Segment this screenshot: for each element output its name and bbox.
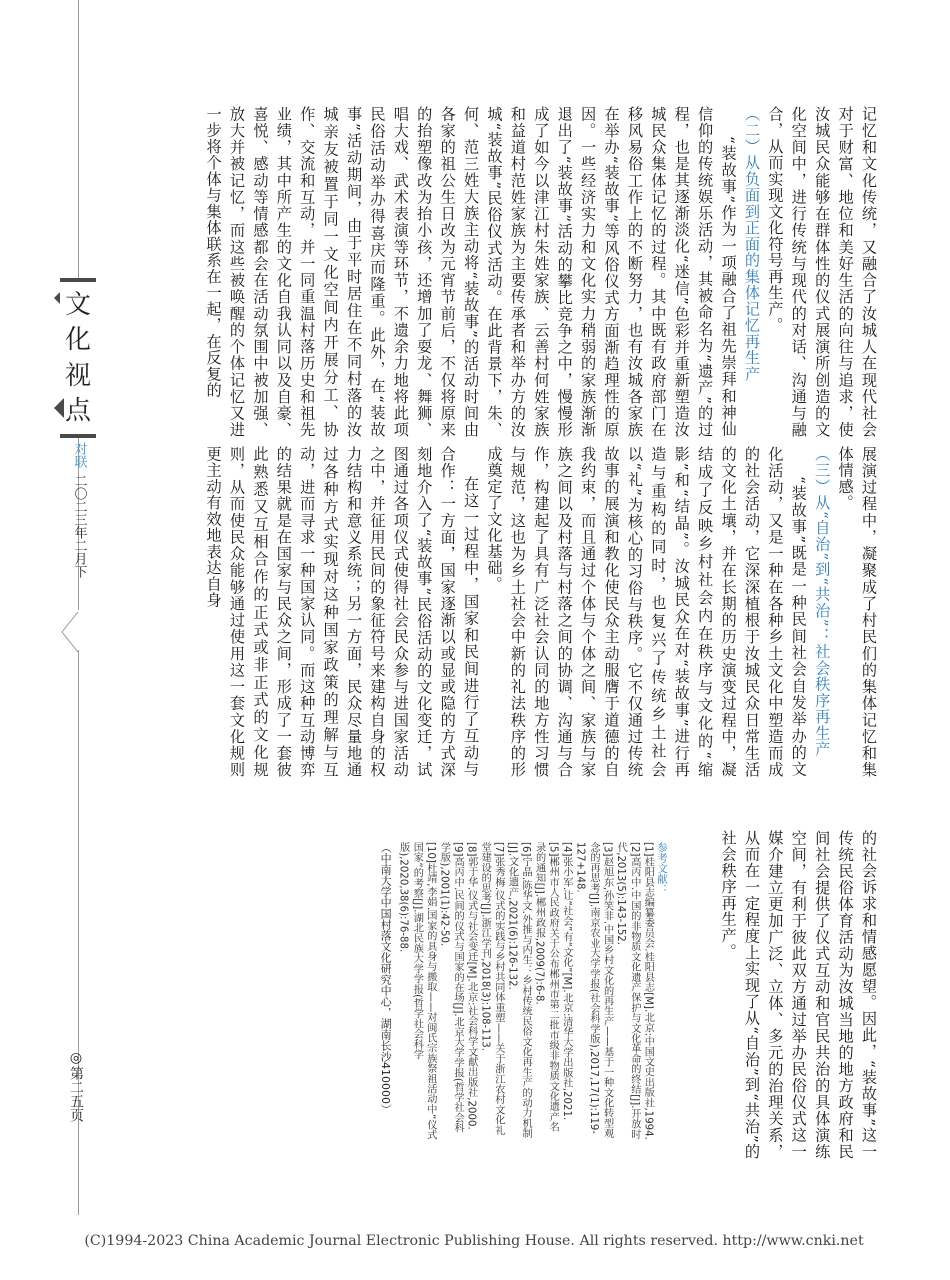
- references-title: 参考文献：: [656, 842, 668, 895]
- section-title: [60, 278, 96, 438]
- lower-left-text: [680, 830, 880, 1160]
- reference-item: [7]张秀梅.仪式的实践与乡村共同体重塑——关于浙江农村文化礼堂建设的思考[J].浙江学刊,2018(3):108-113.: [479, 842, 504, 1136]
- issue-info: [70, 442, 88, 578]
- margin-rule-bottom: [78, 650, 79, 1215]
- reference-item: [3]赵旭东,孙笑非.中国乡村文化的再生产——基于一种文化转型观念的再思考[J].南京农业大学学报(社会科学版),2017,17(1):119-127+148.: [574, 842, 613, 1139]
- section-char-3: 视: [64, 360, 91, 391]
- reference-item: [8]郭于华.仪式与社会变迁[M].北京:社会科学文献出版社,2000.: [465, 842, 477, 1130]
- upper-text-block: [118, 106, 880, 438]
- section-char-2: 化: [64, 325, 91, 356]
- reference-item: [5]郴州市人民政府关于公布郴州市第二批市级非物质文化遗产名录的通知[J].郴州政报,2009(7):6-8.: [533, 842, 559, 1132]
- author-affiliation: （中南大学中国村落文化研究中心，湖南长沙410000）: [379, 842, 393, 1115]
- magazine-name: 对联: [71, 442, 87, 468]
- paragraph-cont: 展演过程中，凝聚成了村民们的集体记忆和集体情感。: [836, 446, 878, 778]
- paragraph-cont: 记忆和文化传统，又融合了汝城人在现代社会对于财富、地位和美好生活的向往与追求，使汝城民众能够在群体性的仪式展演所创造的文化空间中，进行传统与现代的对话、沟通与融合，从而实现文化符号再生产。: [766, 106, 878, 438]
- paragraph: 在这一过程中，国家和民间进行了互动与合作：一方面，国家逐渐以或显或隐的方式深刻地介入了“装故事”民俗活动的文化变迁，试图通过各项仪式使得社会民众参与进国家活动之中，并征用民间的象征符号来建构自身的权力结构和意义系统；另一方面，民众尽量地通过各种方式实现对这种国家政策的理解与互动，进而寻求一种国家认同。而这种互动博弈的结果就是在国家与民众之间，形成了一套彼此熟悉又互相合作的正式或非正式的文化规则，从而使民众能够通过使用这一套文化规则更主动有效地表达自身: [204, 446, 481, 778]
- reference-item: [1]桂阳县志编纂委员会.桂阳县志[M].北京:中国文史出版社,1994.: [642, 842, 654, 1140]
- margin-rule-top: [78, 0, 79, 278]
- reference-item: [6]宁晶.陈华文.外推与内生：乡村传统民俗文化再生产的动力机制[J].文化遗产,2021(6):126-132.: [506, 842, 532, 1139]
- issue-date: 二〇二三年二月下: [71, 474, 87, 578]
- references: [168, 842, 668, 1142]
- fold-icon: [58, 612, 98, 652]
- section-heading-3: （三）从“自治”到“共治”：社会秩序再生产: [813, 446, 832, 758]
- paragraph: “装故事”作为一项融合了祖先崇拜和神仙信仰的传统娱乐活动，其被命名为“遗产”的过程，也是其逐渐淡化“迷信”色彩并重新塑造汝城民众集体记忆的过程。其中既有政府部门在移风易俗工作上的不断努力，也有汝城各家族在举办“装故事”等风俗仪式方面渐趋理性的原因。一些经济实力和文化实力稍弱的家族渐渐退出了“装故事”活动的攀比竞争之中，慢慢形成了如今以津江村朱姓家族、云善村何姓家族和益道村范姓家族为主要传承者和举办方的汝城“装故事”民俗仪式活动。在此背景下，朱、何、范三姓大族主动将“装故事”的活动时间由各家的祖公生日改为元宵节前后，不仅将原来的抬塑像改为抬小孩，还增加了耍龙、舞狮、唱大戏、武术表演等环节，不遗余力地将此项民俗活动举办得喜庆而隆重。此外，在“装故事”活动期间，由于平时居住在不同村落的汝城亲友被置于同一文化空间内开展分工、协作、交流和互动，并一同重温村落历史和祖先业绩，其中所产生的文化自我认同以及自豪、喜悦、感动等情感都会在活动氛围中被加强、放大并被记忆，而这些被唤醒的个体记忆又进一步将个体与集体联系在一起，在反复的: [204, 106, 738, 438]
- reference-item: [2]高丙中.中国的非物质文化遗产保护与文化革命的终结[J].开放时代,2013(5):143-152.: [615, 842, 640, 1140]
- page-number: ◎第二五页: [68, 1050, 84, 1122]
- reference-item: [9]高丙中.民间的仪式与国家的在场[J].北京大学学报(哲学社会科学版),2001(1):42-50.: [438, 842, 464, 1133]
- copyright-footer: (C)1994-2023 China Academic Journal Electronic Publishing House. All rights reserved. http://www.cnki.net: [84, 1233, 864, 1249]
- paragraph: “装故事”既是一种民间社会自发举办的文化活动，又是一种在各种乡土文化中塑造而成的社会活动，它深深植根于汝城民众日常生活的文化土壤，并在长期的历史演变过程中，凝结成了反映乡村社会内在秩序与文化的“缩影”和“结晶”。汝城民众在对“装故事”进行再造与重构的同时，也复兴了传统乡土社会以“礼”为核心的习俗与秩序。它不仅通过传统故事的展演和教化使民众主动服膺于道德的自我约束，而且通过个体与个体之间、家族与家族之间以及村落与村落之间的协调、沟通与合作，构建起了具有广泛社会认同的地方性习惯与规范，这也为乡土社会中新的礼法秩序的形成奠定了文化基础。: [485, 446, 808, 778]
- arrow-left-icon: [54, 398, 64, 418]
- reference-item: [4]张小军.让“社会”有“文化”[M].北京:清华大学出版社,2021.: [560, 842, 572, 1121]
- section-heading-2: （二）从负面到正面的集体记忆再生产: [742, 106, 761, 383]
- lower-text-block: [118, 446, 880, 778]
- section-char-4: 点: [64, 396, 91, 427]
- paragraph-cont: 的社会诉求和情感愿望。因此，“装故事”这一传统民俗体育活动为汝城当地的地方政府和民间社会提供了仪式互动和官民共治的具体演练空间，有利于彼此双方通过举办民俗仪式这一媒介建立更加广泛、立体、多元的治理关系，从而在一定程度上实现了从“自治”到“共治”的社会秩序再生产。: [719, 830, 878, 1160]
- section-char-1: 文: [64, 289, 91, 320]
- reference-item: [10]杜靖,李娟.国家的具身与搬取——对闽氏宗族祭祖活动中“仪式国家”的考察[J].湖北民族大学学报(哲学社会科学版),2020,38(6):76-88.: [397, 842, 436, 1140]
